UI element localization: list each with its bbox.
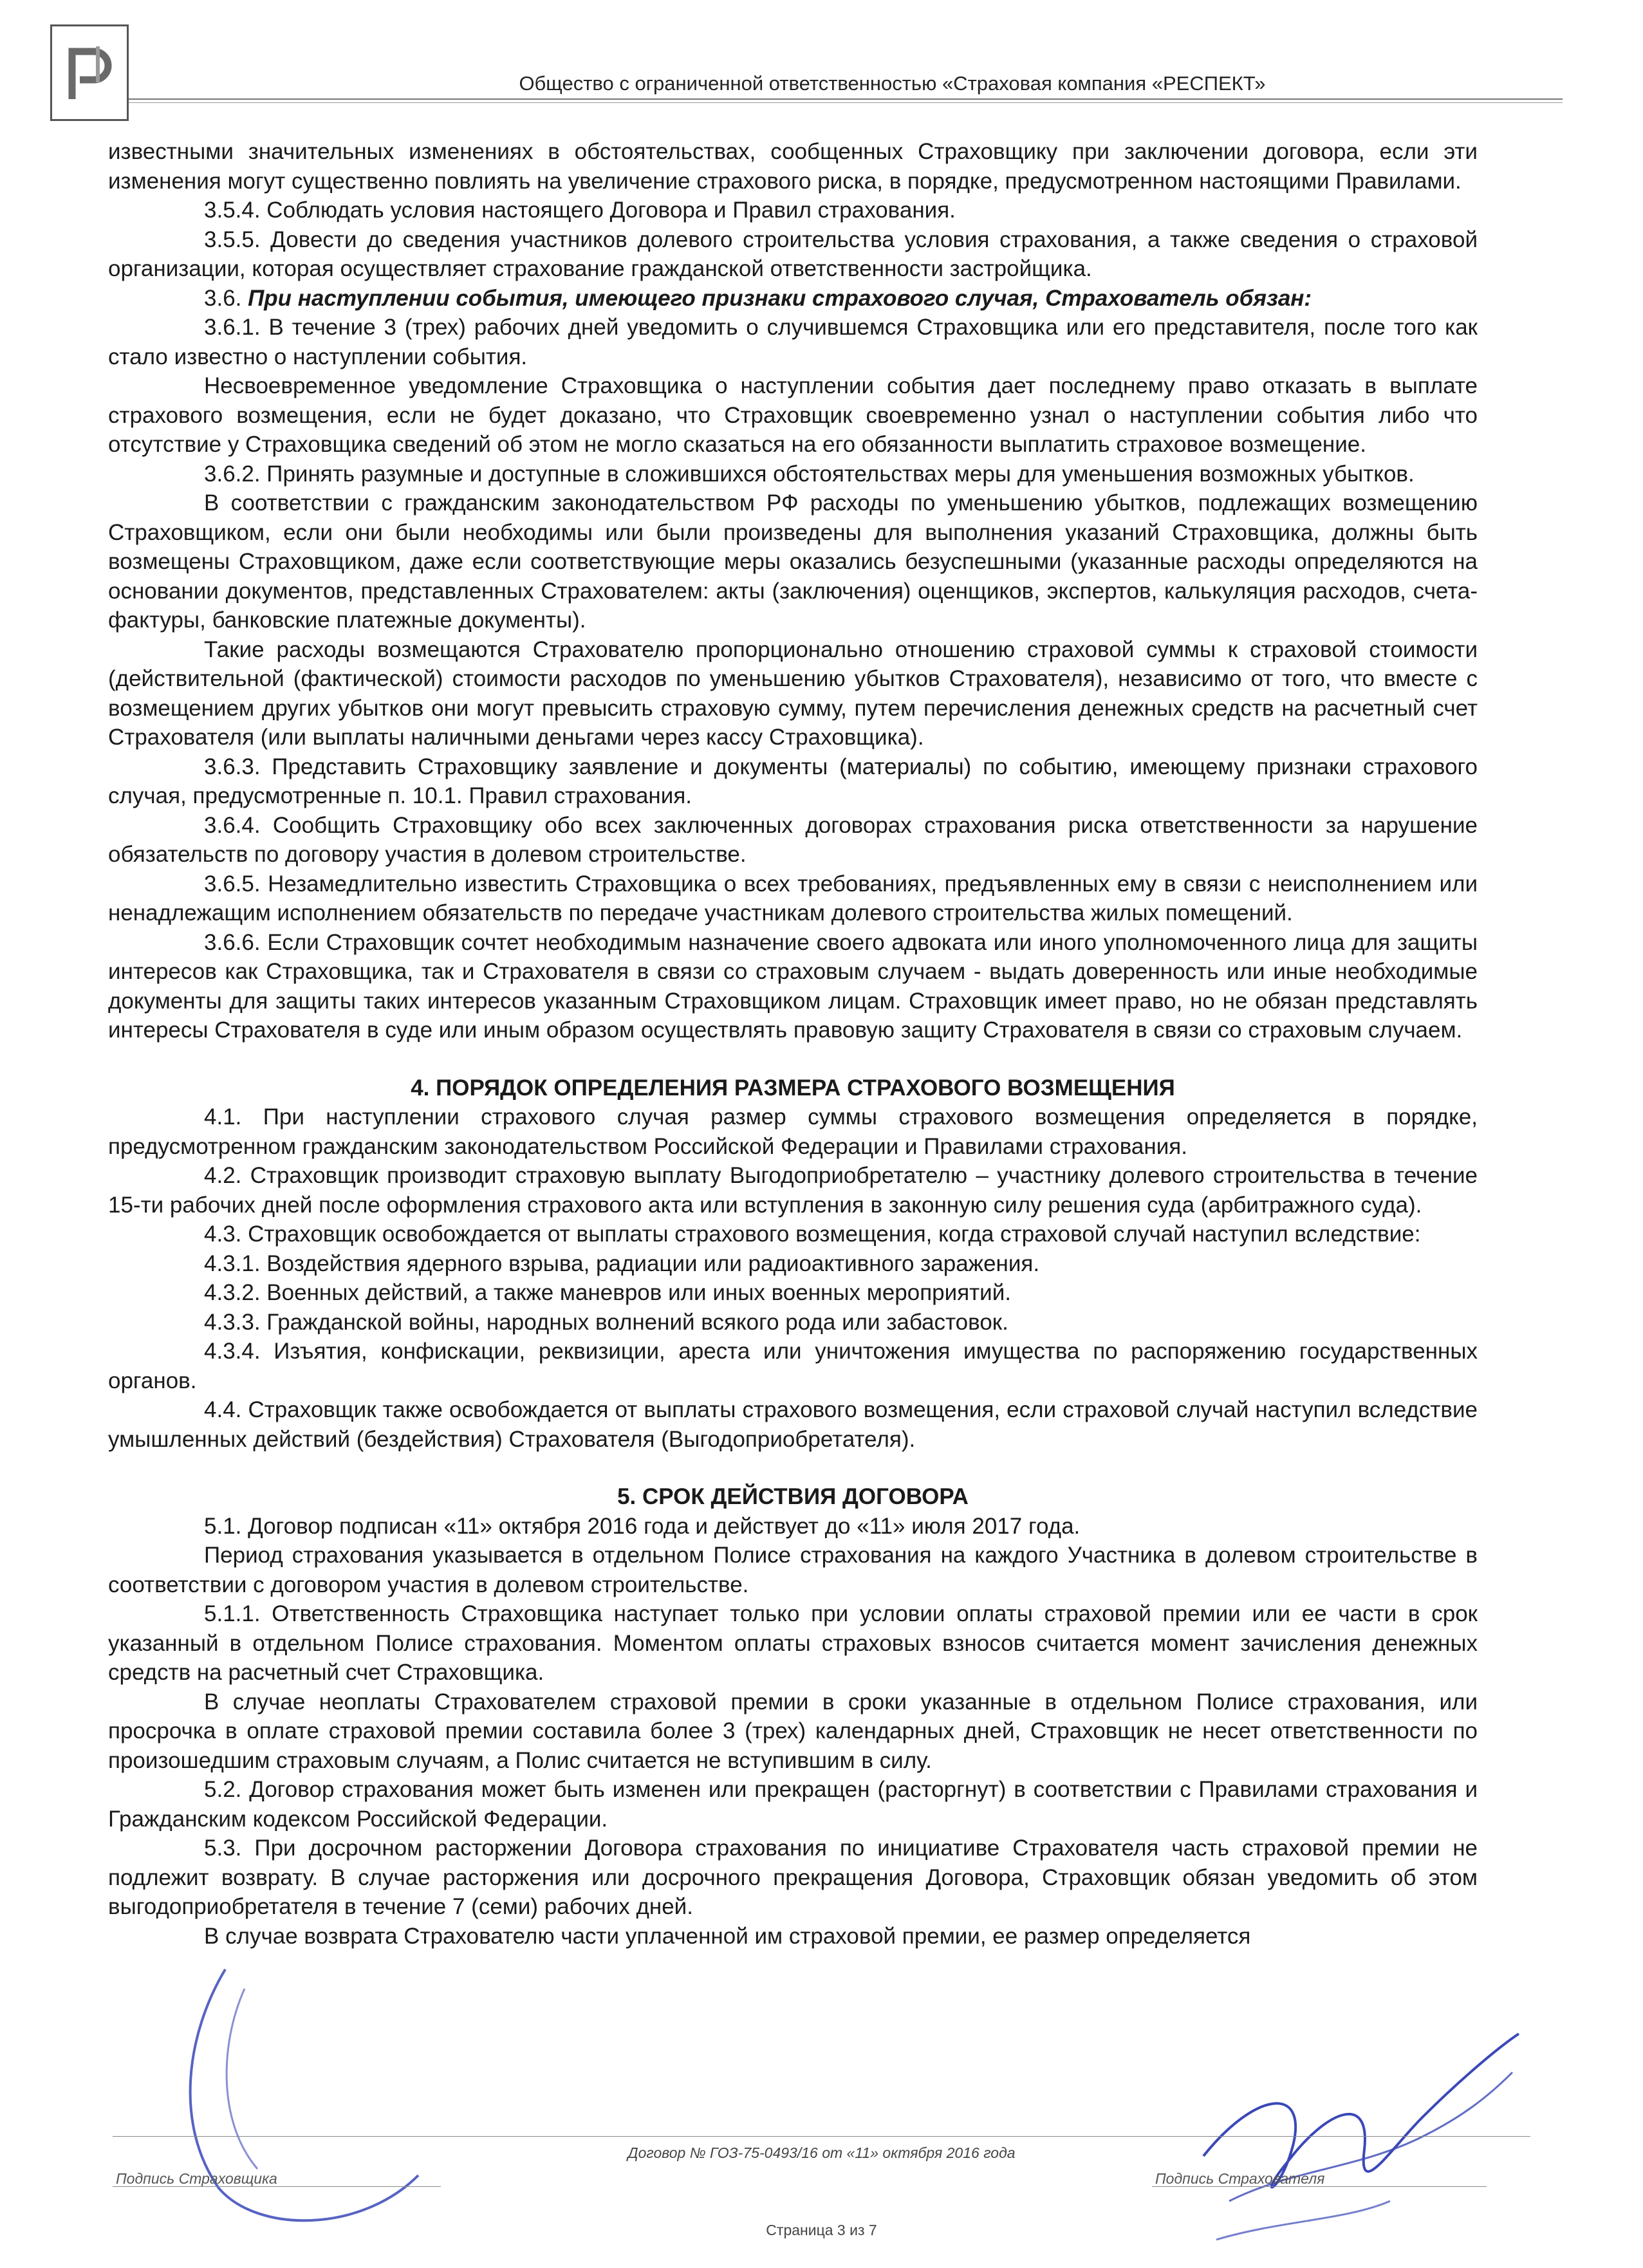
clause-4-3-3: 4.3.3. Гражданской войны, народных волнений всякого рода или забастовок. xyxy=(204,1309,1008,1335)
clause-3-6 xyxy=(108,284,1478,313)
page-number: Страница 3 из 7 xyxy=(766,2222,877,2238)
section-4-heading: 4. ПОРЯДОК ОПРЕДЕЛЕНИЯ РАЗМЕРА СТРАХОВОГО ВОЗМЕЩЕНИЯ xyxy=(411,1075,1175,1101)
policyholder-signature-line xyxy=(1152,2186,1487,2187)
clause-3-6-5: 3.6.5. Незамедлительно известить Страховщика о всех требованиях, предъявленных ему в связи с неисполнением или ненадлежащим исполнением обязательств по передаче участникам долевого строительства жилых помещений. xyxy=(108,871,1478,925)
clause-5-3: 5.3. При досрочном расторжении Договора страхования по инициативе Страхователя часть страховой премии не подлежит возврату. В случае расторжения или досрочного прекращения Договора, Страховщик обязан уведомить об этом выгодоприобретателя в течение 7 (семи) рабочих дней. xyxy=(108,1836,1478,1919)
section-5-heading: 5. СРОК ДЕЙСТВИЯ ДОГОВОРА xyxy=(617,1484,969,1509)
document-body xyxy=(108,137,1478,1951)
clause-3-5-5: 3.5.5. Довести до сведения участников долевого строительства условия страхования, а также сведения о страховой организации, которая осуществляет страхование гражданской ответственности застройщика. xyxy=(108,227,1478,281)
clause-4-2: 4.2. Страховщик производит страховую выплату Выгодоприобретателю – участнику долевого строительства в течение 15-ти рабочих дней после оформления страхового акта или вступления в законную силу решения суда (арбитражного суда). xyxy=(108,1163,1478,1218)
policyholder-signature-label: Подпись Страхователя xyxy=(1155,2170,1325,2187)
header-divider-secondary xyxy=(129,102,1563,103)
clause-3-6-heading: При наступлении события, имеющего признаки страхового случая, Страхователь обязан: xyxy=(248,285,1312,311)
paragraph: известными значительных изменениях в обстоятельствах, сообщенных Страховщику при заключении договора, если эти изменения могут существенно повлиять на увеличение страхового риска, в порядке, предусмотренном настоящими Правилами. xyxy=(108,139,1478,194)
clause-4-3-1: 4.3.1. Воздействия ядерного взрыва, радиации или радиоактивного заражения. xyxy=(204,1250,1040,1276)
clause-3-5-4: 3.5.4. Соблюдать условия настоящего Договора и Правил страхования. xyxy=(204,198,956,223)
stamp-ink-mark xyxy=(148,1931,483,2240)
paragraph: В случае возврата Страхователю части уплаченной им страховой премии, ее размер определяется xyxy=(204,1923,1251,1949)
clause-4-3-4: 4.3.4. Изъятия, конфискации, реквизиции, ареста или уничтожения имущества по распоряжению государственных органов. xyxy=(108,1339,1478,1393)
header-company-name: Общество с ограниченной ответственностью «Страховая компания «РЕСПЕКТ» xyxy=(519,72,1266,95)
paragraph: Такие расходы возмещаются Страхователю пропорционально отношению страховой суммы к страховой стоимости (действительной (фактической) стоимости расходов по уменьшению убытков Страхователя), независимо от того, что вместе с возмещением других убытков они могут превысить страховую сумму, путем перечисления денежных средств на расчетный счет Страхователя (или выплаты наличными деньгами через кассу Страховщика). xyxy=(108,637,1478,750)
header-divider xyxy=(129,98,1563,100)
clause-3-6-2: 3.6.2. Принять разумные и доступные в сложившихся обстоятельствах меры для уменьшения возможных убытков. xyxy=(204,461,1415,487)
insurer-signature-label: Подпись Страховщика xyxy=(116,2170,277,2187)
clause-4-3-2: 4.3.2. Военных действий, а также маневров или иных военных мероприятий. xyxy=(204,1280,1012,1305)
paragraph: В случае неоплаты Страхователем страховой премии в сроки указанные в отдельном Полисе страхования, или просрочка в оплате страховой премии составила более 3 (трех) календарных дней, Страховщик не несет ответственности по произошедшим страховым случаям, а Полис считается не вступившим в силу. xyxy=(108,1689,1478,1773)
clause-3-6-1: 3.6.1. В течение 3 (трех) рабочих дней уведомить о случившемся Страховщика или его представителя, после того как стало известно о наступлении события. xyxy=(108,315,1478,369)
clause-5-1: 5.1. Договор подписан «11» октября 2016 года и действует до «11» июля 2017 года. xyxy=(204,1513,1081,1539)
clause-3-6-6: 3.6.6. Если Страховщик сочтет необходимым назначение своего адвоката или иного уполномоченного лица для защиты интересов как Страховщика, так и Страхователя в связи со страховым случаем - выдать доверенность или иные необходимые документы для защиты таких интересов указанным Страховщиком лицам. Страховщик имеет право, но не обязан представлять интересы Страхователя в суде или иным образом осуществлять правовую защиту Страхователя в связи со страховым случаем. xyxy=(108,929,1478,1043)
clause-number: 3.6. xyxy=(204,285,248,311)
clause-3-6-3: 3.6.3. Представить Страховщику заявление и документы (материалы) по событию, имеющему признаки страхового случая, предусмотренные п. 10.1. Правил страхования. xyxy=(108,754,1478,808)
insurer-signature-line xyxy=(113,2186,441,2187)
footer-contract-reference: Договор № ГОЗ-75-0493/16 от «11» октября 2016 года xyxy=(627,2144,1016,2161)
clause-5-1-1: 5.1.1. Ответственность Страховщика наступает только при условии оплаты страховой премии или ее части в срок указанный в отдельном Полисе страхования. Моментом оплаты страховых взносов считается момент зачисления денежных средств на расчетный счет Страховщика. xyxy=(108,1601,1478,1685)
paragraph: Несвоевременное уведомление Страховщика о наступлении события дает последнему право отказать в выплате страхового возмещения, если не будет доказано, что Страховщик своевременно узнал о наступлении события либо что отсутствие у Страховщика сведений об этом не могло сказаться на его обязанности выплатить страховое возмещение. xyxy=(108,373,1478,457)
footer-divider xyxy=(113,2136,1530,2137)
clause-4-3: 4.3. Страховщик освобождается от выплаты страхового возмещения, когда страховой случай наступил вследствие: xyxy=(204,1222,1421,1247)
clause-3-6-4: 3.6.4. Сообщить Страховщику обо всех заключенных договорах страхования риска ответственности за нарушение обязательств по договору участия в долевом строительстве. xyxy=(108,812,1478,867)
paragraph: Период страхования указывается в отдельном Полисе страхования на каждого Участника в долевом строительстве в соответствии с договором участия в долевом строительстве. xyxy=(108,1543,1478,1597)
clause-4-1: 4.1. При наступлении страхового случая размер суммы страхового возмещения определяется в порядке, предусмотренном гражданским законодательством Российской Федерации и Правилами страхования. xyxy=(108,1104,1478,1159)
clause-4-4: 4.4. Страховщик также освобождается от выплаты страхового возмещения, если страховой случай наступил вследствие умышленных действий (бездействия) Страхователя (Выгодоприобретателя). xyxy=(108,1397,1478,1452)
paragraph: В соответствии с гражданским законодательством РФ расходы по уменьшению убытков, подлежащих возмещению Страховщиком, если они были необходимы или были произведены для выполнения указаний Страховщика, должны быть возмещены Страховщиком, даже если соответствующие меры оказались безуспешными (указанные расходы определяются на основании документов, представленных Страхователем: акты (заключения) оценщиков, экспертов, калькуляция расходов, счета-фактуры, банковские платежные документы). xyxy=(108,490,1478,633)
clause-5-2: 5.2. Договор страхования может быть изменен или прекращен (расторгнут) в соответствии с Правилами страхования и Гражданским кодексом Российской Федерации. xyxy=(108,1777,1478,1832)
